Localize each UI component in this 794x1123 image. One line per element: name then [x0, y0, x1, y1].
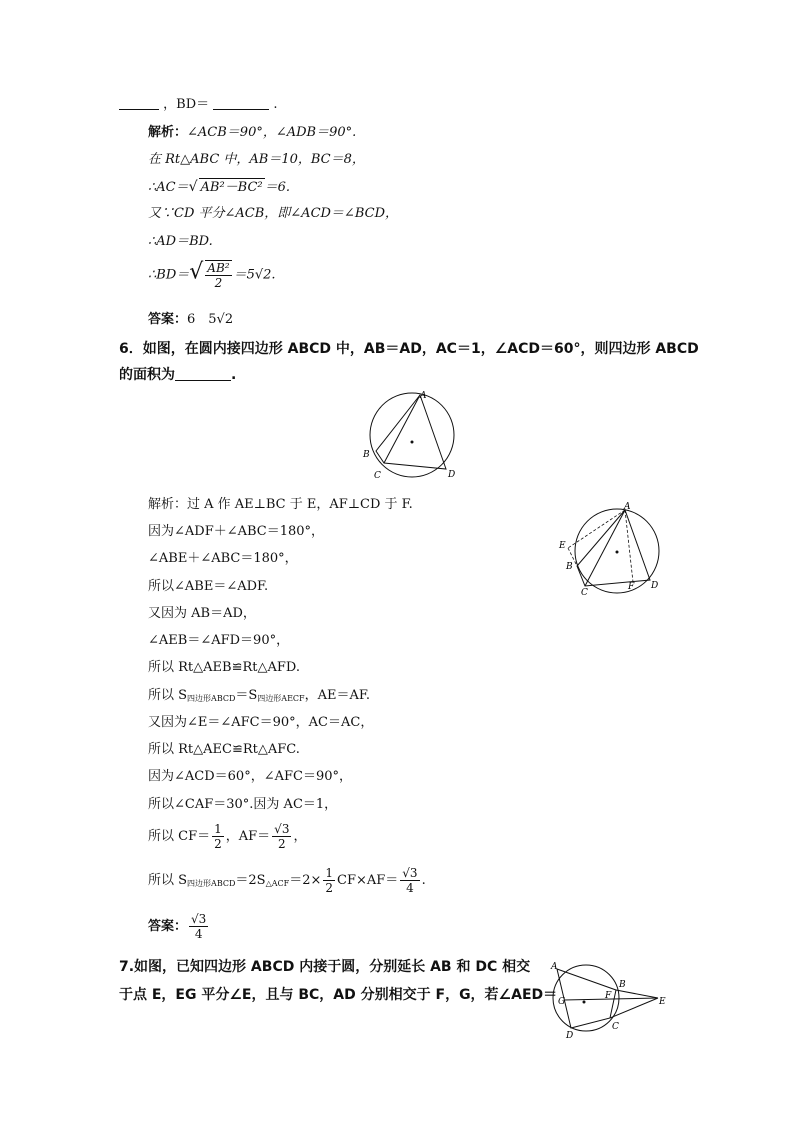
fraction: $\frac{\text{AB²}}{2}$ [207, 261, 230, 290]
solution-line: ∴AC＝√ AB²－BC² ＝6. [148, 179, 291, 195]
point-label: B [619, 980, 626, 990]
answer-label: 答案： [148, 312, 188, 327]
point-label: A [624, 502, 631, 512]
question-6-line2: 的面积为 . [119, 367, 237, 383]
point-label: C [374, 471, 381, 481]
point-label: C [581, 588, 588, 598]
point-label: A [420, 391, 427, 401]
solution-line: 所以 Rt△AEC≌Rt△AFC. [148, 742, 300, 757]
answer-blank [119, 96, 159, 110]
solution-line: 因为∠ACD＝60°，∠AFC＝90°， [148, 769, 352, 784]
answer-line [148, 311, 233, 329]
point-label: B [566, 562, 573, 572]
solution-line: 所以 Rt△AEB≌Rt△AFD. [148, 660, 300, 675]
point-label: F [628, 582, 635, 592]
point-label: D [448, 470, 456, 480]
intro-line [119, 96, 278, 114]
answer-blank [175, 367, 231, 381]
solution-line: ∴AD＝BD. [148, 234, 213, 249]
point-label: A [551, 962, 558, 972]
solution-line: 所以 $S_{四边形ABCD}=S_{四边形AECF}$，AE＝AF. [148, 688, 370, 703]
period: . [273, 97, 278, 112]
solution-line: 又因为∠E＝∠AFC＝90°，AC＝AC， [148, 715, 374, 730]
solution-line: 所以 $S_{四边形ABCD}=2S_{\triangle ACF}=2\times$ $\frac{1}{2}$ CF×AF＝ $\frac{√3}{4}$ . [148, 866, 426, 895]
point-label: F [605, 991, 612, 1001]
fraction: $\frac{1}{2}$ [325, 866, 333, 895]
answer-value: $\frac{√3}{4}$ [191, 912, 207, 941]
bd-label: ，BD＝ [163, 97, 210, 112]
answer-label: 答案： [148, 919, 188, 934]
answer-value: 6 5√2 [187, 312, 234, 327]
point-label: E [559, 541, 566, 551]
solution-line: 在 Rt△ABC 中，AB＝10，BC＝8， [148, 152, 365, 167]
solution-line: 因为∠ADF＋∠ABC＝180°， [148, 524, 325, 539]
circle-figure-3 [548, 958, 672, 1042]
answer-blank [213, 96, 269, 110]
fraction: $\frac{√3}{4}$ [402, 866, 418, 895]
question-7: 7.如图，已知四边形 ABCD 内接于圆，分别延长 AB 和 DC 相交 [119, 959, 531, 975]
point-label: D [566, 1031, 574, 1041]
point-label: C [612, 1022, 619, 1032]
fraction: $\frac{1}{2}$ [214, 822, 222, 851]
fraction: $\frac{√3}{2}$ [274, 822, 290, 851]
solution-line: ∠ABE＋∠ABC＝180°， [148, 551, 298, 566]
point-label: B [363, 450, 370, 460]
solution-line: 又∵CD 平分∠ACB，即∠ACD＝∠BCD， [148, 206, 398, 221]
circle-figure-1 [360, 388, 470, 483]
circle-figure-2 [555, 500, 675, 598]
point-label: E [659, 997, 666, 1007]
question-6: 6．如图，在圆内接四边形 ABCD 中，AB＝AD，AC＝1，∠ACD＝60°，则四边形 ABCD [119, 341, 699, 357]
solution-label: 解析： [148, 125, 188, 140]
solution-line: ∴BD＝√ $\frac{\text{AB²}}{2}$ ＝5√2. [148, 259, 276, 290]
solution-line: ∠AEB＝∠AFD＝90°， [148, 633, 290, 648]
solution-line: 所以∠ABE＝∠ADF. [148, 579, 269, 594]
question-7-line2: 于点 E，EG 平分∠E，且与 BC，AD 分别相交于 F，G，若∠AED＝ [119, 987, 558, 1003]
solution-line: 又因为 AB＝AD， [148, 606, 256, 621]
solution-line: 所以 CF＝ $\frac{1}{2}$ ，AF＝ $\frac{√3}{2}$ ， [148, 822, 307, 851]
solution-line: 解析：过 A 作 AE⊥BC 于 E，AF⊥CD 于 F. [148, 497, 413, 512]
solution-line: 解析：∠ACB＝90°，∠ADB＝90°. [148, 125, 357, 140]
sqrt-expression: AB²－BC² [200, 180, 263, 195]
answer-line [148, 912, 210, 941]
point-label: G [558, 997, 566, 1007]
point-label: D [651, 581, 659, 591]
solution-line: 所以∠CAF＝30°.因为 AC＝1， [148, 797, 338, 812]
